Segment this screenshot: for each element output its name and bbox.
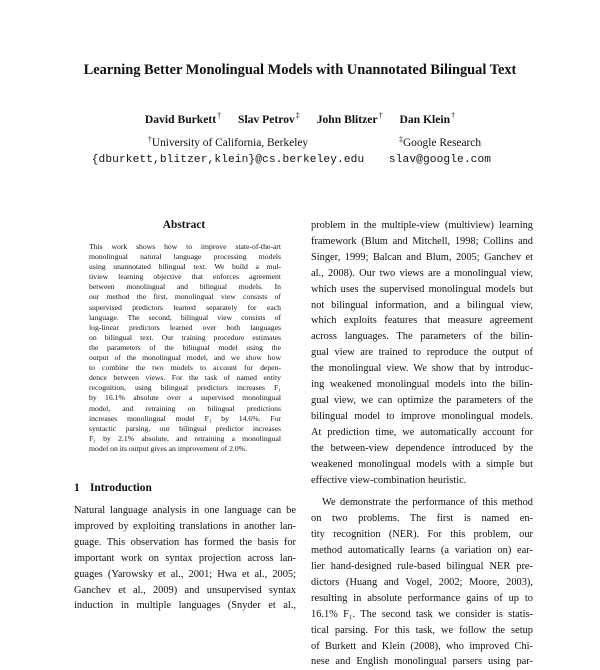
- body-line: method automatically learns (a variation on) ear-: [311, 545, 533, 557]
- body-line: 16.1% F₁. The second task we consider is statis-: [311, 608, 533, 620]
- body-line: guage. This observation has formed the basis for: [74, 536, 296, 548]
- author-name: John Blitzer: [316, 113, 378, 126]
- body-line: which uses the supervised monolingual models but: [311, 283, 533, 295]
- body-line: guages (Yarowsky et al., 2001; Hwa et al., 2005;: [74, 568, 296, 580]
- abstract-body: [89, 242, 281, 454]
- abstract-line: our method the first, monolingual view consists of: [89, 292, 281, 302]
- author: [399, 109, 455, 127]
- affiliation-institution: †University of California, Berkeley: [147, 135, 309, 149]
- body-line: ing weakened monolingual models into the bilin-: [311, 379, 533, 391]
- abstract-line: to combine the two models to account for depen-: [89, 363, 281, 373]
- abstract-line: model, and retraining on bilingual predictions: [89, 403, 281, 413]
- author-name: Slav Petrov: [238, 113, 295, 126]
- abstract-line: output of the monolingual model, and we show how: [89, 353, 281, 363]
- affiliation-mark: †: [147, 135, 152, 144]
- body-line: At prediction time, we automatically account for: [311, 426, 533, 438]
- abstract-line: using unannotated bilingual text. We build a mul-: [89, 262, 281, 272]
- body-line: the monolingual view. We show that by introduc-: [311, 363, 533, 375]
- abstract-line: recognition, using bilingual predictors increases F₁: [89, 383, 281, 393]
- abstract-heading: Abstract: [162, 219, 206, 231]
- abstract-line: monolingual natural language processing models: [89, 252, 281, 262]
- body-line: Singer, 1999; Balcan and Blum, 2005; Ganchev et: [311, 251, 533, 263]
- abstract-line: F₁ by 2.1% absolute, and retraining a monolingual: [89, 433, 281, 443]
- abstract-line: by 16.1% absolute over a supervised monolingual: [89, 393, 281, 403]
- abstract-line: This work shows how to improve state-of-the-art: [89, 242, 281, 251]
- section-number: 1: [74, 482, 80, 494]
- body-line: framework (Blum and Mitchell, 1998; Collins and: [311, 235, 533, 247]
- paragraph: [311, 218, 533, 488]
- body-line: gual view are trained to reproduce the output of: [311, 347, 533, 359]
- author-affiliation-mark: †: [451, 111, 456, 120]
- paper-title: Learning Better Monolingual Models with Unannotated Bilingual Text: [83, 62, 517, 78]
- affiliation-email: {dburkett,blitzer,klein}@cs.berkeley.edu: [91, 154, 365, 166]
- section-heading-introduction: [74, 481, 152, 495]
- body-line: Natural language analysis in one language can be: [74, 505, 296, 516]
- section-title: Introduction: [90, 482, 152, 494]
- abstract-line: increases monolingual model F₁ by 14.6%. For: [89, 413, 281, 423]
- body-line: not bilingual information, and a bilingual view,: [311, 299, 533, 311]
- body-line: of Burkett and Klein (2008), who improved Chi-: [311, 640, 533, 652]
- body-line: improved by exploiting translations in another lan-: [74, 520, 296, 532]
- body-line: the between-view dependence introduced by the: [311, 442, 533, 454]
- affiliation-berkeley: [83, 131, 373, 169]
- body-line: important work on syntax projection across lan-: [74, 552, 296, 564]
- affiliation-google: [380, 131, 500, 169]
- author-affiliation-mark: ‡: [295, 111, 300, 120]
- body-line: Ganchev et al., 2009) and unsupervised syntax: [74, 584, 296, 596]
- abstract-line: tiview learning objective that enforces agreement: [89, 272, 281, 282]
- abstract-line: log-linear predictors learned over both languages: [89, 322, 281, 332]
- author-list: [0, 109, 600, 127]
- abstract-line: syntactic parsing, our bilingual predictor increases: [89, 423, 281, 433]
- body-line: weakened monolingual models with a simple but: [311, 458, 533, 470]
- author: [317, 109, 383, 127]
- author-name: Dan Klein: [399, 113, 451, 126]
- body-line: tical parsing. For this task, we follow the setup: [311, 624, 533, 636]
- affiliation-mark: ‡: [398, 135, 403, 144]
- body-line: induction in multiple languages (Snyder et al.,: [74, 600, 296, 612]
- introduction-body: [74, 503, 296, 614]
- author-affiliation-mark: †: [378, 111, 383, 120]
- author-affiliation-mark: †: [217, 111, 222, 120]
- body-line: which exploits features that measure agreement: [311, 315, 533, 327]
- body-line: gual view, we can optimize the parameters of the: [311, 394, 533, 406]
- abstract-line: dence between views. For the task of named entity: [89, 373, 281, 383]
- body-line: on two problems. The first is named en-: [311, 513, 533, 525]
- author: [145, 109, 221, 127]
- right-column-body: [311, 218, 533, 670]
- body-line: nese and English monolingual parsers using par-: [311, 656, 533, 668]
- abstract-line: the parameters of the bilingual model using the: [89, 342, 281, 352]
- body-line: problem in the multiple-view (multiview) learning: [311, 220, 533, 231]
- body-line: lier hand-designed rule-based bilingual NER pre-: [311, 561, 533, 573]
- affiliation-email: slav@google.com: [388, 154, 492, 166]
- body-line: We demonstrate the performance of this method: [322, 497, 533, 509]
- abstract-line: language. The second, bilingual view consists of: [89, 312, 281, 322]
- body-line: resulting in absolute performance gains of up to: [311, 592, 533, 604]
- body-line: bilingual model to improve monolingual models.: [311, 410, 533, 422]
- affiliation-institution: ‡Google Research: [398, 135, 482, 149]
- abstract-line: supervised predictors learned separately for each: [89, 302, 281, 312]
- abstract-line: between monolingual and bilingual models. In: [89, 282, 281, 292]
- body-line: effective view-combination heuristic.: [311, 474, 467, 486]
- author-name: David Burkett: [144, 113, 217, 126]
- body-line: dictors (Huang and Vogel, 2002; Moore, 2003),: [311, 576, 533, 588]
- paragraph: [311, 495, 533, 670]
- author: [238, 109, 300, 127]
- abstract-line: on bilingual text. Our training procedure estimates: [89, 332, 281, 342]
- body-line: tity recognition (NER). For this problem, our: [311, 529, 533, 541]
- body-line: across languages. The parameters of the bilin-: [311, 331, 533, 343]
- abstract-line: model on its output gives an improvement of 2.0%.: [89, 443, 247, 453]
- body-line: al., 2008). Our two views are a monolingual view,: [311, 267, 533, 279]
